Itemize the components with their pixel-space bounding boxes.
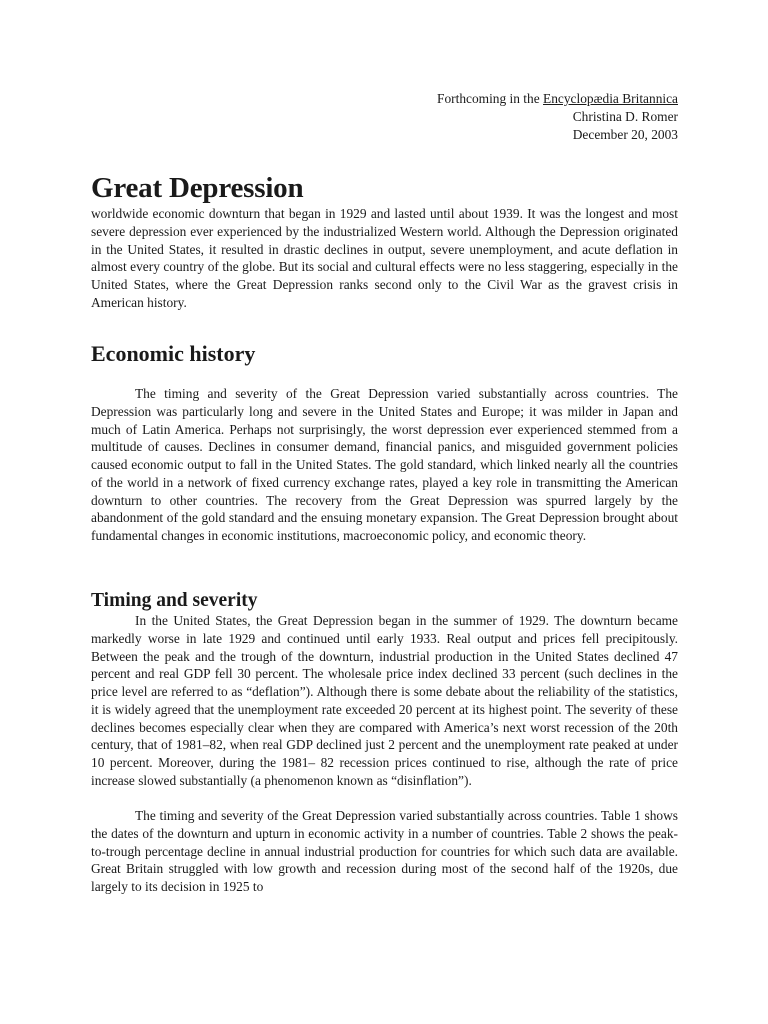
author-line: Christina D. Romer <box>572 108 678 124</box>
page-title: Great Depression <box>91 172 304 204</box>
date-line: December 20, 2003 <box>572 126 678 142</box>
document-header <box>437 90 678 143</box>
economic-history-heading: Economic history <box>91 341 256 366</box>
publication-line <box>437 90 678 108</box>
publication-prefix: Forthcoming in the <box>437 91 544 106</box>
timing-severity-paragraph-1: In the United States, the Great Depression began in the summer of 1929. The downturn became markedly worse in late 1929 and continued until early 1933. Real output and prices fell precipitously. Between the peak and the trough of the downturn, industrial production in the United States declined 47 percent and real GDP fell 30 percent. The wholesale price index declined 33 percent (such declines in the price level are referred to as “deflation”). Although there is some debate about the reliability of the statistics, it is widely agreed that the unemployment rate exceeded 20 percent at its highest point. The severity of these declines becomes especially clear when they are compared with America’s next worst recession of the 20th century, that of 1981–82, when real GDP declined just 2 percent and the unemployment rate peaked at under 10 percent. Moreover, during the 1981– 82 recession prices continued to rise, although the rate of price increase slowed substantially (a phenomenon known as “disinflation”). <box>91 613 678 788</box>
economic-history-paragraph: The timing and severity of the Great Depression varied substantially across countries. The Depression was particularly long and severe in the United States and Europe; it was milder in Japan and much of Latin America. Perhaps not surprisingly, the worst depression ever experienced stemmed from a multitude of causes. Declines in consumer demand, financial panics, and misguided government policies caused economic output to fall in the United States. The gold standard, which linked nearly all the countries of the world in a network of fixed currency exchange rates, played a key role in transmitting the American downturn to other countries. The recovery from the Great Depression was spurred largely by the abandonment of the gold standard and the ensuing monetary expansion. The Great Depression brought about fundamental changes in economic institutions, macroeconomic policy, and economic theory. <box>91 386 678 543</box>
timing-severity-heading: Timing and severity <box>91 590 258 611</box>
timing-severity-paragraph-2: The timing and severity of the Great Depression varied substantially across countries. Table 1 shows the dates of the downturn and upturn in economic activity in a number of countries. Table 2 shows the peak-to-trough percentage decline in annual industrial production for countries for which such data are available. Great Britain struggled with low growth and recession during most of the second half of the 1920s, due largely to its decision in 1925 to <box>91 808 678 894</box>
publication-source: Encyclopædia Britannica <box>543 91 678 106</box>
intro-paragraph: worldwide economic downturn that began in 1929 and lasted until about 1939. It was the longest and most severe depression ever experienced by the industrialized Western world. Although the Depression originated in the United States, it resulted in drastic declines in output, severe unemployment, and acute deflation in almost every country of the globe. But its social and cultural effects were no less staggering, especially in the United States, where the Great Depression ranks second only to the Civil War as the gravest crisis in American history. <box>91 206 678 310</box>
